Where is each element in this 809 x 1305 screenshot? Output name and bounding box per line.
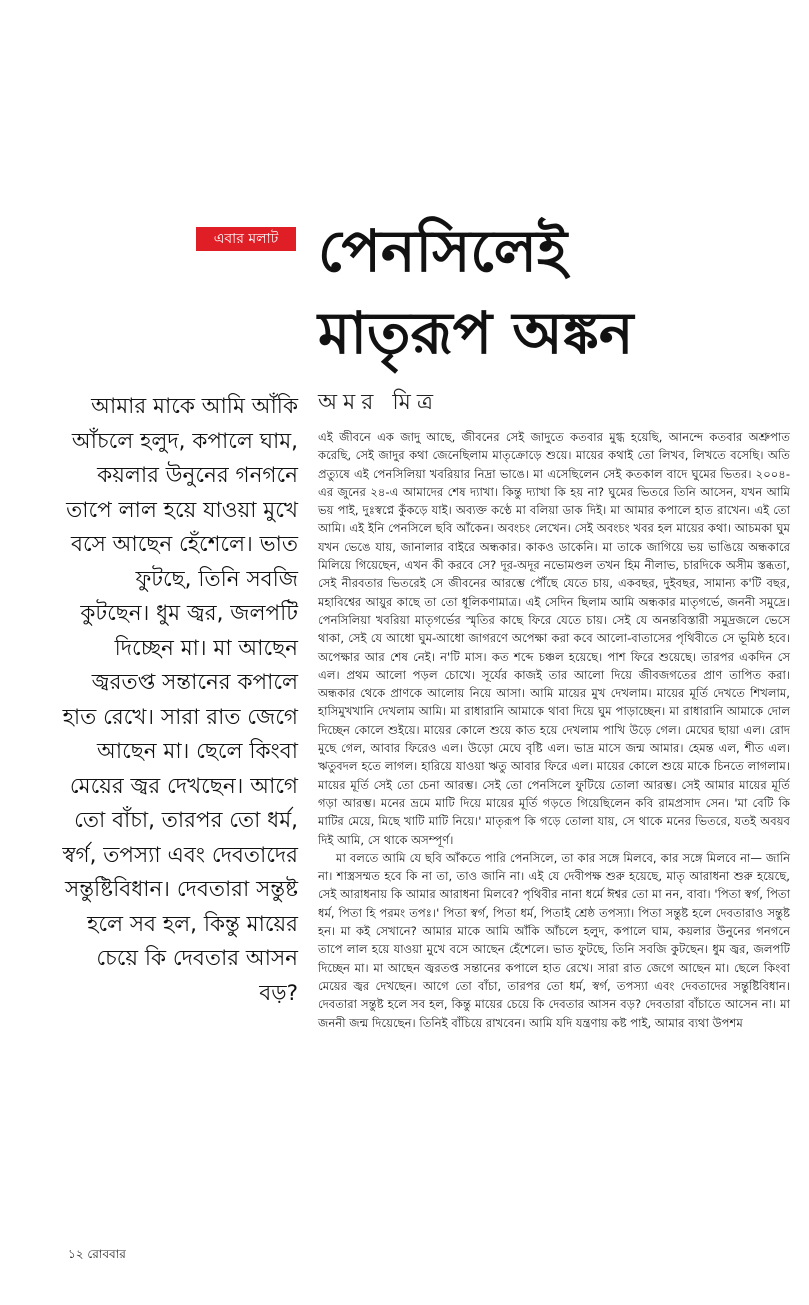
section-tag: এবার মলাট <box>196 227 296 251</box>
title-line-1: পেনসিলেই <box>318 217 568 285</box>
pull-quote: আমার মাকে আমি আঁকি আঁচলে হলুদ, কপালে ঘাম, কয়লার উনুনের গনগনে তাপে লাল হয়ে যাওয়া মুখে বসে আছেন হেঁশেলে। ভাত ফুটছে, তিনি সবজি কুটছেন। ধুম জ্বর, জলপটি দিচ্ছেন মা। মা আছেন জ্বরতপ্ত সন্তানের কপালে হাত রেখে। সারা রাত জেগে আছেন মা। ছেলে কিংবা মেয়ের জ্বর দেখছেন। আগে তো বাঁচা, তারপর তো ধর্ম, স্বর্গ, তপস্যা এবং দেবতাদের সন্তুষ্টিবিধান। দেবতারা সন্তুষ্ট হলে সব হল, কিন্তু মায়ের চেয়ে কি দেবতার আসন বড়? <box>62 394 298 1006</box>
article-title <box>318 210 788 374</box>
article-body <box>318 428 790 1032</box>
body-paragraph: মা বলতে আমি যে ছবি আঁকতে পারি পেনসিলে, তা কার সঙ্গে মিলবে, কার সঙ্গে মিলবে না— জানি না। শাস্ত্রসম্মত হবে কি না তা, তাও জানি না। এই যে দেবীপক্ষ শুরু হয়েছে, মাতৃ আরাধনা শুরু হয়েছে, সেই আরাধনায় কি আমার আরাধনা মিলবে? পৃথিবীর নানা ধর্মে ঈশ্বর তো মা নন, বাবা। 'পিতা স্বর্গ, পিতা ধর্ম, পিতা হি পরমং তপঃ।' পিতা স্বর্গ, পিতা ধর্ম, পিতাই শ্রেষ্ঠ তপস্যা। পিতা সন্তুষ্ট হলে দেবতারাও সন্তুষ্ট হন। মা কই সেখানে? আমার মাকে আমি আঁকি আঁচলে হলুদ, কপালে ঘাম, কয়লার উনুনের গনগনে তাপে লাল হয়ে যাওয়া মুখে বসে আছেন হেঁশেলে। ভাত ফুটছে, তিনি সবজি কুটছেন। ধুম জ্বর, জলপটি দিচ্ছেন মা। মা আছেন জ্বরতপ্ত সন্তানের কপালে হাত রেখে। সারা রাত জেগে আছেন মা। ছেলে কিংবা মেয়ের জ্বর দেখছেন। আগে তো বাঁচা, তারপর তো ধর্ম, স্বর্গ, তপস্যা এবং দেবতাদের সন্তুষ্টিবিধান। দেবতারা সন্তুষ্ট হলে সব হল, কিন্তু মায়ের চেয়ে কি দেবতার আসন বড়? দেবতারা বাঁচাতে আসেন না। মা জননী জন্ম দিয়েছেন। তিনিই বাঁচিয়ে রাখবেন। আমি যদি যন্ত্রণায় কষ্ট পাই, আমার ব্যথা উপশম <box>318 850 790 1030</box>
author-byline: অমর মিত্র <box>318 390 440 415</box>
page-folio: ১২ রোববার <box>68 1247 126 1261</box>
body-paragraph: এই জীবনে এক জাদু আছে, জীবনের সেই জাদুতে কতবার মুগ্ধ হয়েছি, আনন্দে কতবার অশ্রুপাত করেছি, সেই জাদুর কথা জেনেছিলাম মাতৃক্রোড়ে শুয়ে। মায়ের কথাই তো লিখব, লিখতে বসেছি। অতি প্রত্যুষে এই পেনসিলিয়া খবরিয়ার নিদ্রা ভাঙে। মা এসেছিলেন সেই কতকাল বাদে ঘুমের ভিতর। ২০০৪-এর জুনের ২৪-এ আমাদের শেষ দ্যাখা। কিন্তু দ্যাখা কি হয় না? ঘুমের ভিতরে তিনি আসেন, যখন আমি ভয় পাই, দুঃস্বপ্নে কুঁকড়ে যাই। অব্যক্ত কণ্ঠে মা বলিয়া ডাক দিই। মা আমার কপালে হাত রাখেন। এই তো আমি। এই ইনি পেনসিলে ছবি আঁকেন। অবংচং লেখেন। সেই অবংচং খবর হল মায়ের কথা। আচমকা ঘুম যখন ভেঙে যায়, জানালার বাইরে অন্ধকার। কাকও ডাকেনি। মা তাকে জাগিয়ে ভয় ভাঙিয়ে অন্ধকারে মিলিয়ে গিয়েছেন, এখন কী করবে সে? দূর-অদূর নভোমণ্ডল তখন হিম নীলাভ, চারদিকে অসীম স্তব্ধতা, সেই নীরবতার ভিতরেই সে জীবনের আরম্ভে পৌঁছে যেতে চায়, একবছর, দুইবছর, সামান্য ক'টি বছর, মহাবিশ্বের আয়ুর কাছে তা তো ধূলিকণামাত্র। এই সেদিন ছিলাম আমি অন্ধকার মাতৃগর্ভে, জননী সমুদ্রে। পেনসিলিয়া খবরিয়া মাতৃগর্ভের স্মৃতির কাছে ফিরে যেতে চায়। সেই যে অনন্তবিস্তারী সমুদ্রজলে ভেসে থাকা, সেই যে আধো ঘুম-আধো জাগরণে অপেক্ষা করা কবে আলো-বাতাসের পৃথিবীতে সে ভূমিষ্ঠ হবে। অপেক্ষার আর শেষ নেই। ন'টি মাস। কত শব্দে চঞ্চল হয়েছে। পাশ ফিরে শুয়েছে। তারপর একদিন সে এল। প্রথম আলো পড়ল চোখে। সূর্যের কাজই তার আলো দিয়ে জীবজগতের প্রাণ তাপিত করা। অন্ধকার থেকে প্রাণকে আলোয় নিয়ে আসা। আমি মায়ের মুখ দেখলাম। মায়ের মূর্তি দেখতে শিখলাম, হাসিমুখখানি দেখলাম আমি। মা রাধারানি আমাকে থাবা দিয়ে ঘুম পাড়াচ্ছেন। মা রাধারানি আমাকে দোল দিচ্ছেন কোলে শুইয়ে। মায়ের কোলে শুয়ে কাত হয়ে দেখলাম পাখি উড়ে গেল। মেঘের ছায়া এল। রোদ মুছে গেল, আবার ফিরেও এল। উড়ো মেঘে বৃষ্টি এল। ভাদ্র মাসে জন্ম আমার। হেমন্ত এল, শীত এল। ঋতুবদল হতে লাগল। হারিয়ে যাওয়া ঋতু আবার ফিরে এল। মায়ের কোলে শুয়ে মাকে চিনতে লাগলাম। মায়ের মূর্তি সেই তো চেনা আরম্ভ। সেই তো পেনসিলে ফুটিয়ে তোলা আরম্ভ। সেই আমার মায়ের মূর্তি গড়া আরম্ভ। মনের ভ্রমে মাটি দিয়ে মায়ের মূর্তি গড়তে গিয়েছিলেন কবি রামপ্রসাদ সেন। 'মা বেটি কি মাটির মেয়ে, মিছে খাটি মাটি নিয়ে।' মাতৃরূপ কি গড়ে তোলা যায়, সে থাকে মনের ভিতরে, যতই অবয়ব দিই আমি, সে থাকে অসম্পূর্ণ। <box>318 430 790 847</box>
title-line-2: মাতৃরূপ অঙ্কন <box>318 299 634 367</box>
